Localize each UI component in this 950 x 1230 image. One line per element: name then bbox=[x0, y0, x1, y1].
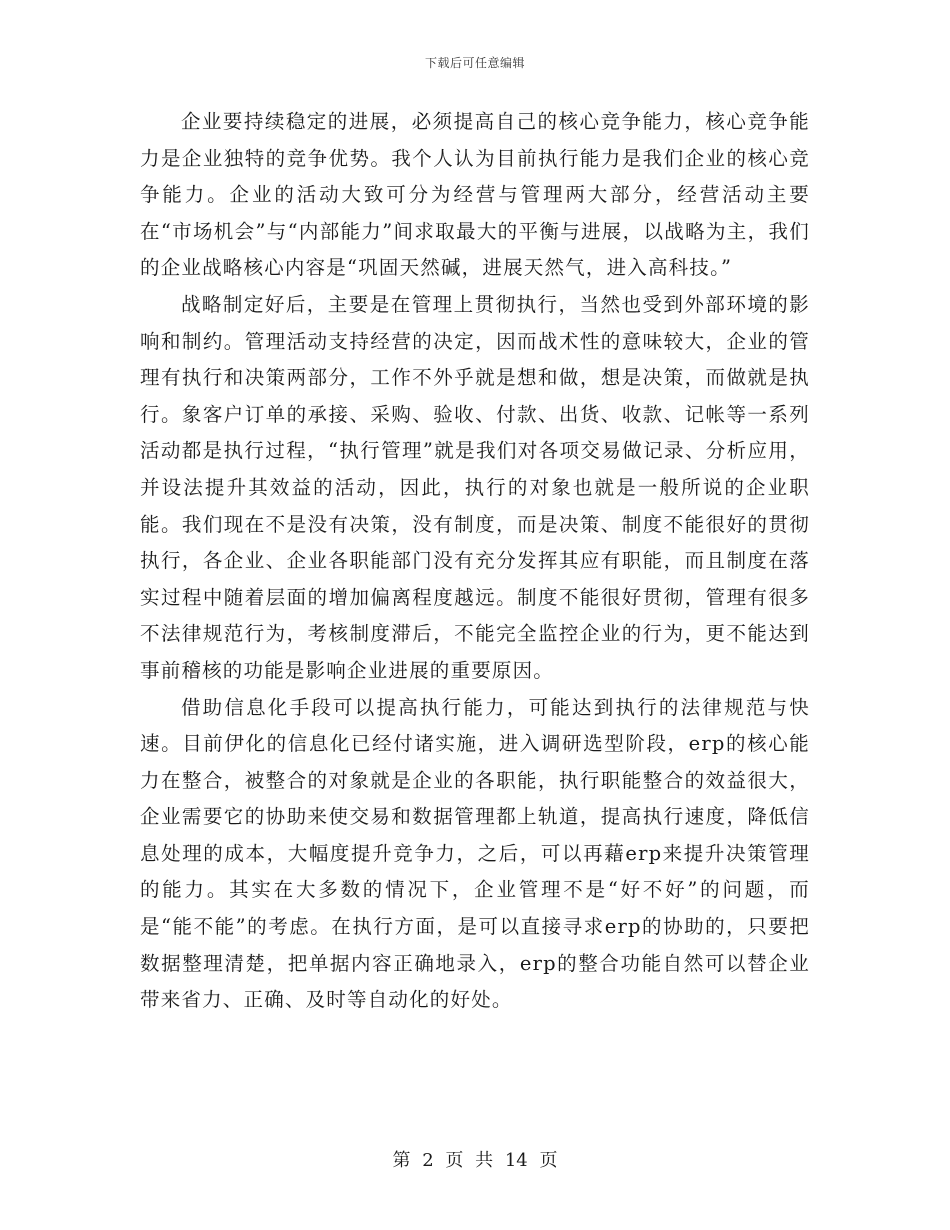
paragraph-3: 借助信息化手段可以提高执行能力，可能达到执行的法律规范与快速。目前伊化的信息化已经付诸实施，进入调研选型阶段，erp的核心能力在整合，被整合的对象就是企业的各职能，执行职能整合的效益很大，企业需要它的协助来使交易和数据管理都上轨道，提高执行速度，降低信息处理的成本，大幅度提升竞争力，之后，可以再藉erp来提升决策管理的能力。其实在大多数的情况下，企业管理不是“好不好”的问题，而是“能不能”的考虑。在执行方面，是可以直接寻求erp的协助的，只要把数据整理清楚，把单据内容正确地录入，erp的整合功能自然可以替企业带来省力、正确、及时等自动化的好处。 bbox=[140, 695, 810, 1012]
page-number-footer: 第 2 页 共 14 页 bbox=[392, 1150, 558, 1171]
page-header: 下载后可任意编辑 bbox=[424, 56, 525, 70]
paragraph-2: 战略制定好后，主要是在管理上贯彻执行，当然也受到外部环境的影响和制约。管理活动支持经营的决定，因而战术性的意味较大，企业的管理有执行和决策两部分，工作不外乎就是想和做，想是决策，而做就是执行。象客户订单的承接、采购、验收、付款、出货、收款、记帐等一系列活动都是执行过程，“执行管理”就是我们对各项交易做记录、分析应用，并设法提升其效益的活动，因此，执行的对象也就是一般所说的企业职能。我们现在不是没有决策，没有制度，而是决策、制度不能很好的贯彻执行，各企业、企业各职能部门没有充分发挥其应有职能，而且制度在落实过程中随着层面的增加偏离程度越远。制度不能很好贯彻，管理有很多不法律规范行为，考核制度滞后，不能完全监控企业的行为，更不能达到事前稽核的功能是影响企业进展的重要原因。 bbox=[140, 292, 810, 682]
paragraph-1: 企业要持续稳定的进展，必须提高自己的核心竞争能力，核心竞争能力是企业独特的竞争优势。我个人认为目前执行能力是我们企业的核心竞争能力。企业的活动大致可分为经营与管理两大部分，经营活动主要在“市场机会”与“内部能力”间求取最大的平衡与进展，以战略为主，我们的企业战略核心内容是“巩固天然碱，进展天然气，进入高科技。” bbox=[140, 110, 810, 280]
document-body bbox=[140, 104, 810, 1019]
